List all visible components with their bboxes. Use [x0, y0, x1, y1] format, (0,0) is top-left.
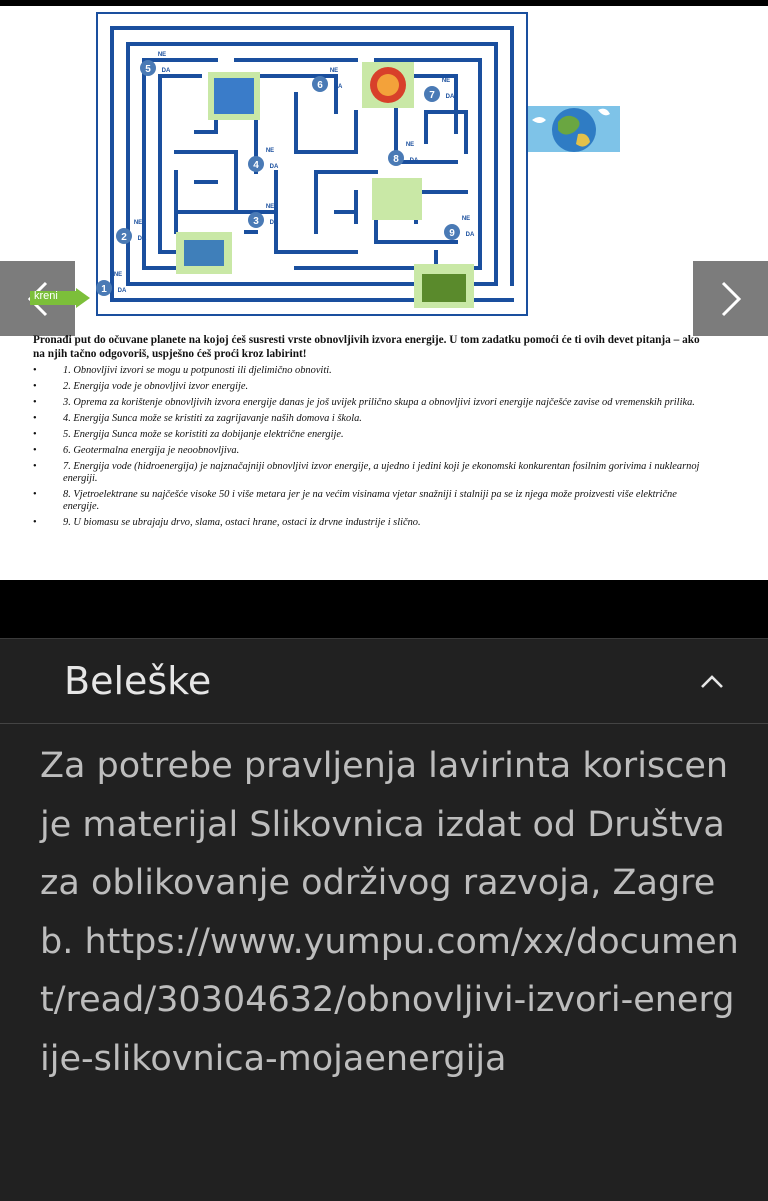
maze-answer-yes: DA — [445, 94, 455, 100]
bullet: • — [33, 413, 37, 424]
maze-marker-number: 7 — [429, 90, 435, 101]
question-text: 2. Energija vode je obnovljivi izvor energije. — [63, 381, 249, 392]
maze-answer-no: NE — [113, 272, 123, 278]
maze-answer-yes: DA — [117, 288, 127, 294]
maze-answer-no: NE — [461, 216, 471, 222]
question-item — [33, 429, 708, 441]
maze-marker-number: 5 — [145, 64, 151, 75]
maze-marker-number: 9 — [449, 228, 455, 239]
maze-overlay — [96, 12, 528, 316]
question-item — [33, 445, 708, 457]
maze-marker-number: 6 — [317, 80, 323, 91]
earth-core-inner — [377, 74, 399, 96]
solar-panel-picture-inner — [214, 78, 254, 114]
bullet: • — [33, 397, 37, 408]
question-list — [33, 365, 708, 533]
bullet: • — [33, 445, 37, 456]
maze-answer-no: NE — [329, 68, 339, 74]
question-item — [33, 489, 708, 513]
maze-answer-yes: DA — [333, 84, 343, 90]
chevron-up-icon[interactable] — [696, 669, 728, 693]
question-text: 9. U biomasu se ubrajaju drvo, slama, ostaci hrane, ostaci iz drvne industrije i slično. — [63, 517, 421, 528]
maze-answer-yes: DA — [465, 232, 475, 238]
maze-answer-no: NE — [405, 142, 415, 148]
bullet: • — [33, 381, 37, 392]
maze-answer-yes: DA — [269, 164, 279, 170]
question-item — [33, 517, 708, 529]
notes-panel — [0, 638, 768, 1201]
wind-turbine-picture — [372, 178, 422, 220]
maze-answer-yes: DA — [137, 236, 147, 242]
hydro-dam-inner — [184, 240, 224, 266]
earth-illustration — [528, 100, 620, 160]
question-item — [33, 381, 708, 393]
question-item — [33, 413, 708, 425]
biomass-inner — [422, 274, 466, 302]
maze-answer-no: NE — [265, 148, 275, 154]
instructions-text: Pronađi put do očuvane planete na kojoj ćeš susresti vrste obnovljivih izvora energije. U tom zadatku pomoći će ti ovih devet pitanja – ako na njih tačno odgovoriš, uspješno ćeš proći kroz labirint! — [33, 334, 700, 360]
question-item — [33, 461, 708, 485]
question-text: 3. Oprema za korištenje obnovljivih izvora energije danas je još uvijek prilično skupa a obnovljivi izvori energije najčešće zavise od vremenskih prilika. — [63, 397, 695, 408]
maze-answer-yes: DA — [161, 68, 171, 74]
maze-marker-number: 2 — [121, 232, 127, 243]
question-text: 8. Vjetroelektrane su najčešće visoke 50 i više metara jer je na većim visinama vjetar snažniji i stalniji pa se iz njega može proizvesti više električne energije. — [63, 489, 677, 512]
question-text: 5. Energija Sunca može se koristiti za dobijanje električne energije. — [63, 429, 344, 440]
notes-header[interactable] — [0, 639, 768, 724]
maze-answer-yes: DA — [409, 158, 419, 164]
bullet: • — [33, 429, 37, 440]
maze-answer-no: NE — [133, 220, 143, 226]
question-text: 6. Geotermalna energija je neoobnovljiva. — [63, 445, 240, 456]
start-label: kreni — [34, 290, 58, 302]
bullet: • — [33, 517, 37, 528]
maze-answer-no: NE — [157, 52, 167, 58]
maze-marker-number: 4 — [253, 160, 259, 171]
maze-marker-number: 3 — [253, 216, 259, 227]
maze-marker-number: 1 — [101, 284, 107, 295]
question-text: 7. Energija vode (hidroenergija) je najznačajniji obnovljivi izvor energije, a ujedno i jedini koji je ekonomski konkurentan fosilnim gorivima i nuklearnoj energiji. — [63, 461, 700, 484]
chevron-right-icon — [719, 279, 743, 319]
question-text: 4. Energija Sunca može se kristiti za zagrijavanje naših domova i škola. — [63, 413, 362, 424]
notes-title: Beleške — [64, 659, 212, 703]
notes-body: Za potrebe pravljenja lavirinta koriscen je materijal Slikovnica izdat od Društva za oblikovanje održivog razvoja, Zagreb. https://www.yumpu.com/xx/document/read/30304632/obnovljivi-izvori-energije-slikovnica-mojaenergija — [40, 746, 739, 1079]
question-text: 1. Obnovljivi izvori se mogu u potpunosti ili djelimično obnoviti. — [63, 365, 332, 376]
maze-answer-yes: DA — [269, 220, 279, 226]
maze-marker-number: 8 — [393, 154, 399, 165]
next-slide-button[interactable] — [693, 261, 768, 336]
bullet: • — [33, 365, 37, 376]
question-item — [33, 365, 708, 377]
maze-answer-no: NE — [441, 78, 451, 84]
bullet: • — [33, 461, 37, 472]
question-item — [33, 397, 708, 409]
bullet: • — [33, 489, 37, 500]
slide — [0, 6, 768, 580]
maze-answer-no: NE — [265, 204, 275, 210]
